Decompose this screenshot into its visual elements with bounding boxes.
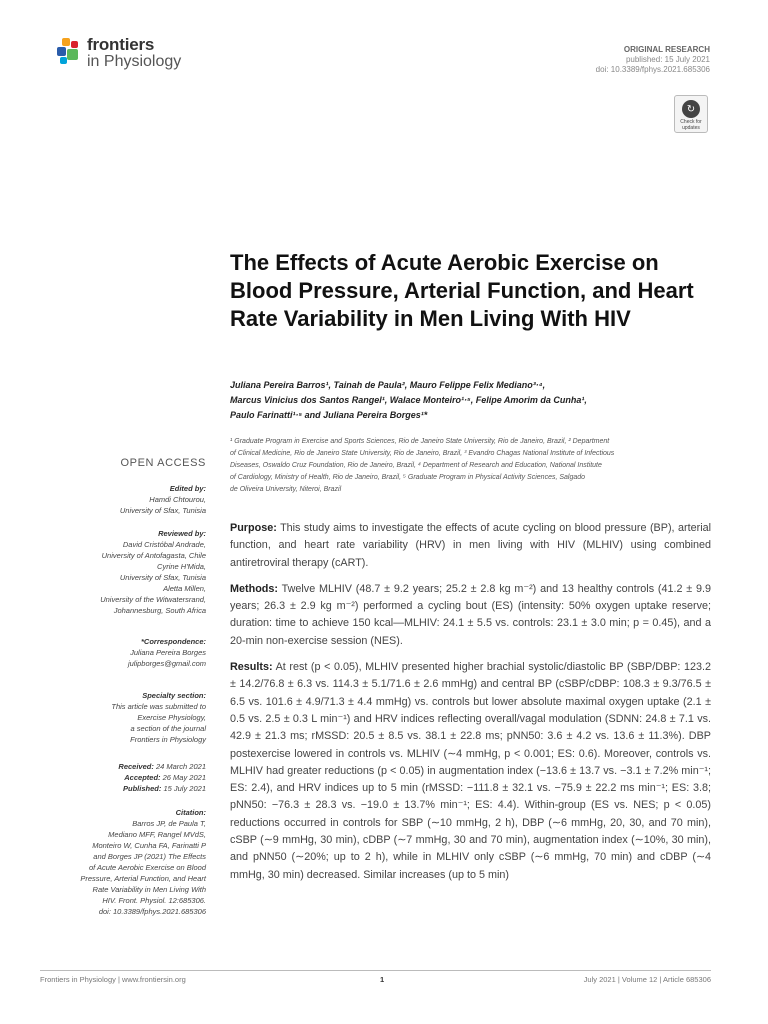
specialty-line: This article was submitted to (111, 702, 206, 711)
dates-section (40, 761, 206, 794)
abstract-purpose (230, 520, 711, 572)
accepted-date (40, 772, 206, 783)
author-list (230, 378, 710, 423)
frontiers-logo-icon (57, 38, 83, 68)
author-line[interactable]: Juliana Pereira Barros¹, Tainah de Paula², Mauro Felippe Felix Mediano³·⁴, (230, 380, 546, 390)
reviewer-line: Aletta Millen, (163, 584, 206, 593)
article-type: ORIGINAL RESEARCH (623, 45, 710, 54)
correspondence-email[interactable]: julipborges@gmail.com (127, 659, 206, 668)
received-label: Received: (118, 762, 154, 771)
article-title: The Effects of Acute Aerobic Exercise on Blood Pressure, Arterial Function, and Heart Rate Variability in Men Living With HIV (230, 250, 694, 331)
abstract (230, 520, 711, 893)
correspondence-heading: *Correspondence: (140, 637, 206, 646)
abstract-methods (230, 581, 711, 650)
journal-name-line2: in Physiology (87, 53, 182, 70)
published-date: published: 15 July 2021 (625, 55, 710, 64)
accepted-label: Accepted: (124, 773, 161, 782)
footer-divider (40, 970, 711, 971)
affiliation-line: of Clinical Medicine, Rio de Janeiro State University, Rio de Janeiro, Brazil, ³ Evandro Chagas National Institute of Infectious (230, 450, 615, 457)
abstract-results (230, 659, 711, 884)
citation-line: Barros JP, de Paula T, (132, 819, 206, 828)
editor-name: Hamdi Chtourou, (149, 495, 206, 504)
reviewer-line: Johannesburg, South Africa (113, 606, 206, 615)
citation-line: Rate Variability in Men Living With (92, 885, 206, 894)
check-for-updates-label1: Check for (680, 119, 702, 125)
specialty-heading: Specialty section: (142, 691, 206, 700)
article-doi[interactable]: doi: 10.3389/fphys.2021.685306 (595, 65, 710, 74)
published-label: Published: (123, 784, 162, 793)
received-date (40, 761, 206, 772)
citation-line: Monteiro W, Cunha FA, Farinatti P (92, 841, 206, 850)
author-line[interactable]: Paulo Farinatti¹·⁵ and Juliana Pereira Borges¹* (230, 410, 428, 420)
specialty-line: Exercise Physiology, (137, 713, 206, 722)
citation-line: of Acute Aerobic Exercise on Blood (88, 863, 206, 872)
reviewer-line: David Cristóbal Andrade, (122, 540, 206, 549)
citation-heading: Citation: (175, 808, 206, 817)
citation-line: Pressure, Arterial Function, and Heart (80, 874, 206, 883)
citation-doi[interactable]: doi: 10.3389/fphys.2021.685306 (98, 907, 206, 916)
check-for-updates-button[interactable] (674, 95, 708, 133)
open-access-label: OPEN ACCESS (120, 457, 206, 469)
check-for-updates-label2: updates (682, 125, 700, 131)
author-line[interactable]: Marcus Vinicius dos Santos Rangel¹, Walace Monteiro¹·⁵, Felipe Amorim da Cunha¹, (230, 395, 587, 405)
article-meta (596, 45, 710, 75)
reviewed-by-section (40, 528, 206, 616)
footer-journal[interactable]: Frontiers in Physiology | www.frontiersin.org (40, 975, 186, 984)
results-text: At rest (p < 0.05), MLHIV presented higher brachial systolic/diastolic BP (SBP/DBP: 123.2 ± 14.2/76.8 ± 6.3 vs. 114.3 ± 5.1/71.6 ± 2.6 mmHg) and central BP (cSBP/cDBP: 108.3 ± 9.3/76.5 ± 6.5 vs. 101.6 ± 4.9/71.3 ± 4.4 mmHg) vs. controls but lower absolute maximal oxygen uptake (2.1 ± 0.5 vs. 2.5 ± 0.3 L min⁻¹) and HRV indices reflecting overall/vagal modulation (SDNN: 24.8 ± 7.1 vs. 42.9 ± 21.3 ms; rMSSD: 20.5 ± 8.5 vs. 38.1 ± 22.8 ms; pNN50: 3.6 ± 4.2 vs. 13.6 ± 11.3%). DBP postexercise lowered in controls vs. MLHIV (∼4 mmHg, p < 0.001; ES: 0.6). Moreover, controls vs. MLHIV had greater reductions (p < 0.05) in augmentation index (−13.6 ± 13.7 vs. −3.1 ± 7.2% min⁻¹; ES: 2.4), and HRV indices up to 5 min (rMSSD: −111.8 ± 32.1 vs. −75.9 ± 22.2 ms min⁻¹; ES: 3.8; pNN50: −76.3 ± 28.3 vs. −19.0 ± 13.7% min⁻¹; ES: 4.4). Within-group (ES vs. NES; p < 0.05) reductions occurred in controls for SBP (∼10 mmHg, 2 h), DBP (∼6 mmHg, 20, 30, and 70 min), cSBP (∼9 mmHg, 30 min), cDBP (∼7 mmHg, 30 and 70 min), augmentation index (∼10%, 30 min), and pNN50 (∼20%; up to 2 h), while in MLHIV only cSBP (∼6 mmHg, 70 min) and cDBP (∼4 mmHg, 30 min) decreased. Similar increases (up to 5 min) (230, 661, 711, 881)
results-label: Results: (230, 661, 273, 674)
citation-line: and Borges JP (2021) The Effects (93, 852, 206, 861)
reviewer-line: University of Antofagasta, Chile (101, 551, 206, 560)
purpose-label: Purpose: (230, 522, 277, 534)
accepted-value: 26 May 2021 (162, 773, 206, 782)
affiliation-line: Diseases, Oswaldo Cruz Foundation, Rio de Janeiro, Brazil, ⁴ Department of Research and Education, National Institute (230, 462, 602, 469)
citation-line: Mediano MFF, Rangel MVdS, (108, 830, 206, 839)
edited-by-heading: Edited by: (169, 484, 206, 493)
specialty-line: Frontiers in Physiology (130, 735, 206, 744)
methods-label: Methods: (230, 582, 278, 595)
published-date-side (40, 783, 206, 794)
correspondence-section (40, 636, 206, 669)
editor-affiliation: University of Sfax, Tunisia (119, 506, 206, 515)
reviewer-line: Cyrine H'Mida, (157, 562, 206, 571)
citation-line: HIV. Front. Physiol. 12:685306. (102, 896, 206, 905)
journal-logo (57, 36, 181, 70)
specialty-line: a section of the journal (130, 724, 206, 733)
affiliation-line: ¹ Graduate Program in Exercise and Sports Sciences, Rio de Janeiro State University, Rio de Janeiro, Brazil, ² Department (230, 438, 610, 445)
affiliation-line: de Oliveira University, Niteroi, Brazil (230, 486, 342, 493)
reviewed-by-heading: Reviewed by: (158, 529, 206, 538)
purpose-text: This study aims to investigate the effects of acute cycling on blood pressure (BP), arterial function, and heart rate variability (HRV) in men living with HIV (MLHIV) using combined antiretroviral therapy (cART). (230, 522, 712, 569)
received-value: 24 March 2021 (155, 762, 206, 771)
check-for-updates-icon: ↻ (682, 100, 700, 118)
methods-text: Twelve MLHIV (48.7 ± 9.2 years; 25.2 ± 2.8 kg m⁻²) and 13 healthy controls (41.2 ± 9.9 years; 26.3 ± 2.9 kg m⁻²) performed a cycling bout (ES) (intensity: 50% oxygen uptake reserve; duration: time to achieve 150 kcal—MLHIV: 24.1 ± 5.5 vs. controls: 23.1 ± 3.0 min; p = 0.45), and a 20-min non-exercise session (NES). (230, 582, 712, 647)
affiliation-line: of Cardiology, Ministry of Health, Rio de Janeiro, Brazil, ⁵ Graduate Program in Physical Activity Sciences, Salgado (230, 474, 586, 481)
edited-by-section (40, 483, 206, 516)
page-number: 1 (380, 975, 385, 984)
citation-section (40, 807, 206, 917)
affiliations (230, 436, 715, 496)
reviewer-line: University of Sfax, Tunisia (119, 573, 206, 582)
published-value: 15 July 2021 (163, 784, 206, 793)
correspondence-name: Juliana Pereira Borges (130, 648, 206, 657)
specialty-section (40, 690, 206, 745)
footer-issue: July 2021 | Volume 12 | Article 685306 (583, 975, 711, 984)
journal-name-line1: frontiers (87, 35, 155, 54)
reviewer-line: University of the Witwatersrand, (100, 595, 206, 604)
